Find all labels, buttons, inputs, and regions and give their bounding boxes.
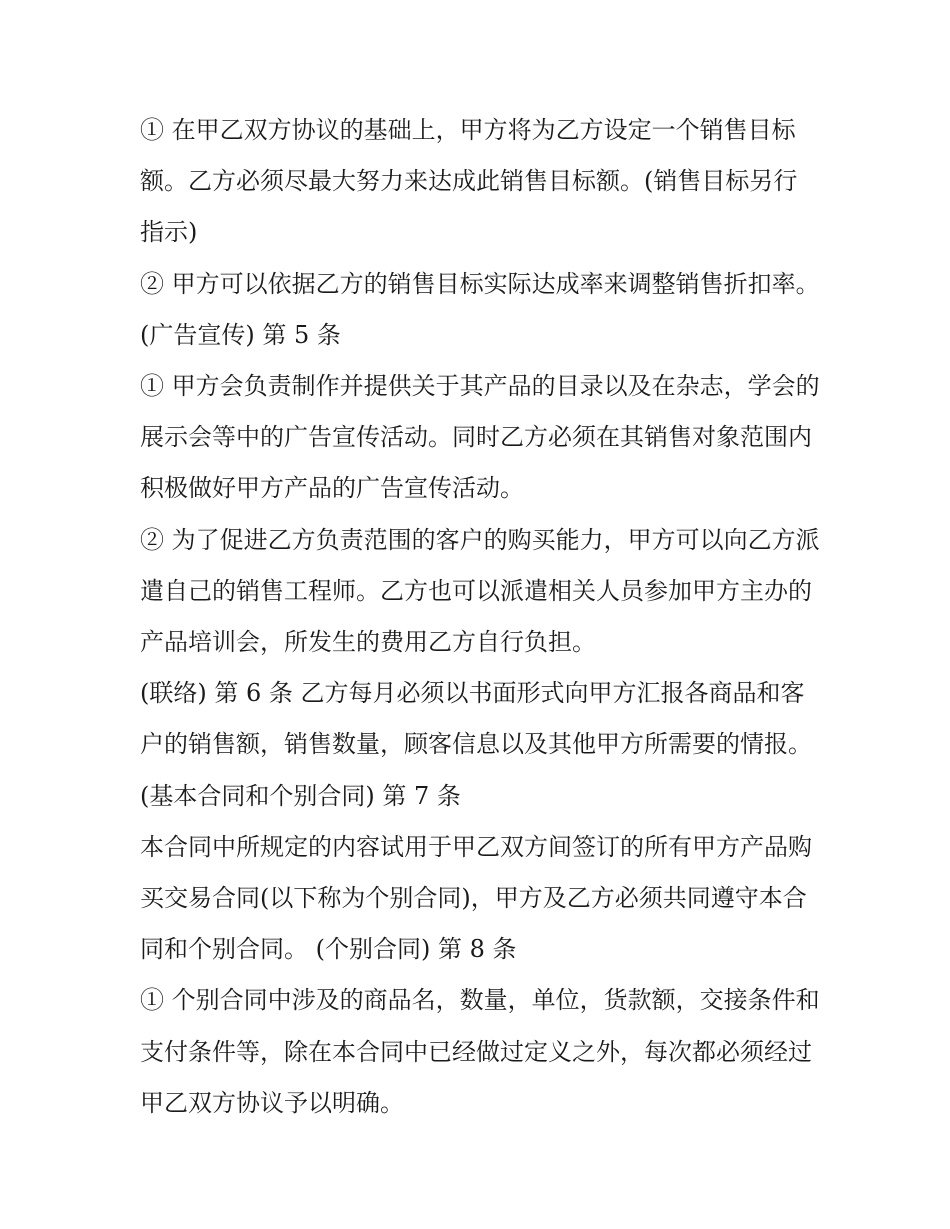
paragraph-individual-contract: ① 个别合同中涉及的商品名，数量，单位，货款额，交接条件和支付条件等，除在本合同中已经做过定义之外，每次都必须经过甲乙双方协议予以明确。 bbox=[140, 986, 820, 1117]
paragraph-contact: (联络) 第 6 条 乙方每月必须以书面形式向甲方汇报各商品和客户的销售额，销售数量，顾客信息以及其他甲方所需要的情报。 (基本合同和个别合同) 第 7 条 bbox=[140, 679, 820, 810]
paragraph-discount-rate: ② 甲方可以依据乙方的销售目标实际达成率来调整销售折扣率。 (广告宣传) 第 5 条 bbox=[140, 269, 828, 349]
paragraph-sales-target: ① 在甲乙双方协议的基础上，甲方将为乙方设定一个销售目标额。乙方必须尽最大努力来达成此销售目标额。(销售目标另行指示) bbox=[140, 116, 798, 247]
paragraph-sales-engineer: ② 为了促进乙方负责范围的客户的购买能力，甲方可以向乙方派遣自己的销售工程师。乙方也可以派遣相关人员参加甲方主办的产品培训会，所发生的费用乙方自行负担。 bbox=[140, 525, 820, 657]
document-body bbox=[140, 105, 828, 1129]
paragraph-basic-contract: 本合同中所规定的内容试用于甲乙双方间签订的所有甲方产品购买交易合同(以下称为个别合同)，甲方及乙方必须共同遵守本合同和个别合同。 (个别合同) 第 8 条 bbox=[140, 832, 812, 964]
paragraph-advertising: ① 甲方会负责制作并提供关于其产品的目录以及在杂志，学会的展示会等中的广告宣传活动。同时乙方必须在其销售对象范围内积极做好甲方产品的广告宣传活动。 bbox=[140, 372, 820, 503]
